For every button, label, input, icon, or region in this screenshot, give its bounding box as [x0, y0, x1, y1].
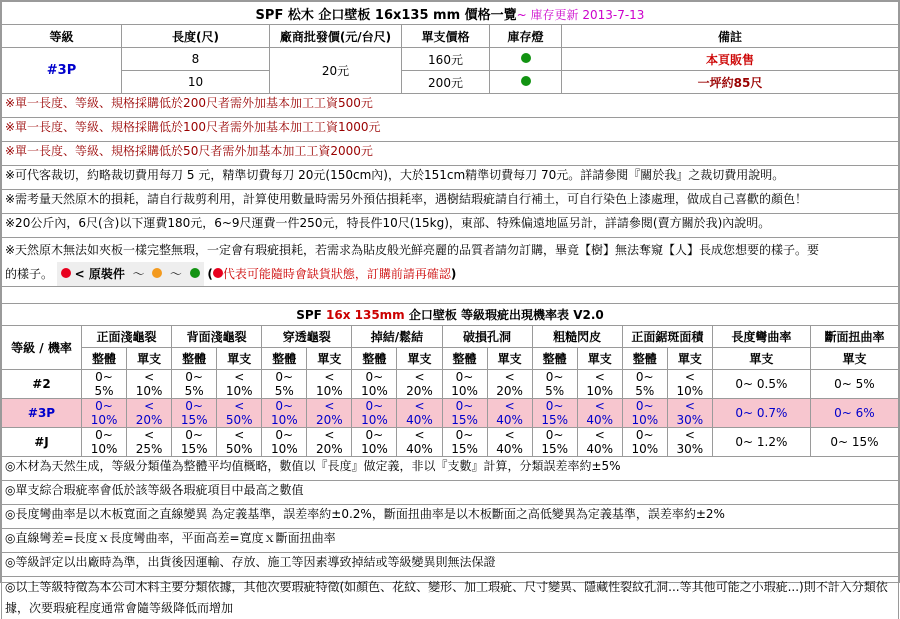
sub-header: 單支 [577, 348, 622, 370]
price-table-title: SPF 松木 企口壁板 16x135 mm 價格一覽~ 庫存更新 2013-7-13 [2, 2, 899, 25]
rate-cell: 0~ 15% [442, 399, 487, 428]
col-header-wholesale: 廠商批發價(元/台尺) [270, 25, 402, 48]
sub-header: 整體 [622, 348, 667, 370]
rate-cell: 0~ 10% [82, 399, 127, 428]
sub-header: 整體 [82, 348, 127, 370]
sub-header: 單支 [712, 348, 810, 370]
length-cell: 10 [122, 71, 270, 94]
rate-cell: 0~ 5% [82, 370, 127, 399]
grade-cell: #2 [2, 370, 82, 399]
rate-cell: < 20% [397, 370, 442, 399]
rate-cell: < 20% [307, 428, 352, 457]
group-header: 背面淺龜裂 [172, 326, 262, 348]
rate-cell: 0~ 10% [352, 399, 397, 428]
footnote: ◎長度彎曲率是以木板寬面之直線變異 為定義基準，誤差率約±0.2%，斷面扭曲率是以木板斷面之高低變異為定義基準，誤差率約±2% [1, 505, 899, 529]
red-light-icon [213, 268, 223, 278]
stock-light-icon [521, 53, 531, 63]
defect-row [2, 370, 899, 399]
section-gap [1, 287, 899, 303]
group-header: 正面淺龜裂 [82, 326, 172, 348]
col-header-note: 備註 [562, 25, 899, 48]
stock-warning: 代表可能隨時會缺貨狀態，訂購前請再確認 [222, 267, 451, 281]
rate-cell: < 50% [217, 428, 262, 457]
rate-cell: 0~ 15% [172, 399, 217, 428]
footnote: ◎以上等級特徵為本公司木料主要分類依據，其他次要瑕疵特徵(如顏色、花紋、變形、加工瑕疵、尺寸變異、隱藏性裂紋孔洞...等其他可能之小瑕疵...)則不計入分類依據，次要瑕疵程度通常會隨等級降低而增加 [1, 577, 899, 619]
defect-row [2, 399, 899, 428]
note-line: ※20公斤內，6尺(含)以下運費180元，6~9尺運費一件250元，特長件10尺(15kg)，東部、特殊偏遠地區另計，詳請參閱(賣方關於我)內說明。 [1, 214, 899, 238]
unit-price-cell: 160元 [402, 48, 490, 71]
rate-cell: < 10% [307, 370, 352, 399]
col-header-unit-price: 單支價格 [402, 25, 490, 48]
orange-light-icon [152, 268, 162, 278]
rate-cell: 0~ 10% [442, 370, 487, 399]
stock-cell [490, 48, 562, 71]
rate-cell: 0~ 10% [352, 428, 397, 457]
rate-cell: 0~ 10% [82, 428, 127, 457]
note-line: ※單一長度、等級、規格採購低於100尺者需外加基本加工工資1000元 [1, 118, 899, 142]
rate-cell: < 20% [127, 399, 172, 428]
grade-cell: #J [2, 428, 82, 457]
col-header-stock: 庫存燈 [490, 25, 562, 48]
rate-cell: 0~ 15% [442, 428, 487, 457]
grade-header: 等級 / 機率 [2, 326, 82, 370]
footnote: ◎等級評定以出廠時為準，出貨後因運輸、存放、施工等因素導致掉結或等級變異則無法保證 [1, 553, 899, 577]
rate-cell: 0~ 1.2% [712, 428, 810, 457]
defect-table-title: SPF 16x 135mm 企口壁板 等級瑕疵出現機率表 V2.0 [2, 304, 899, 326]
footnote: ◎木材為天然生成，等級分類僅為整體平均值概略，數值以『長度』做定義，非以『支數』計算，分類誤差率約±5% [1, 457, 899, 481]
note-cell: 一坪約85尺 [562, 71, 899, 94]
sub-header: 單支 [487, 348, 532, 370]
legend-note: ※天然原木無法如夾板一樣完整無瑕，一定會有瑕疵損耗，若需求為貼皮般光鮮亮麗的品質者請勿訂購，畢竟【樹】無法奪窺【人】長成您想要的樣子。要 的樣子。 < 原裝件 ～ ～ ( 代表可能隨時會缺貨狀態，訂購前請再確認) [1, 238, 899, 287]
sub-header: 單支 [667, 348, 712, 370]
rate-cell: 0~ 15% [810, 428, 898, 457]
red-light-icon [61, 268, 71, 278]
rate-cell: < 10% [667, 370, 712, 399]
footnote: ◎單支綜合瑕疵率會低於該等級各瑕疵項目中最高之數值 [1, 481, 899, 505]
rate-cell: 0~ 5% [810, 370, 898, 399]
rate-cell: < 10% [217, 370, 262, 399]
note-line: ※需考量天然原木的損耗，請自行裁剪利用，計算使用數量時需另外預估損耗率，遇樹結瑕疵請自行補土，可自行染色上漆處理，做成自己喜歡的顏色！ [1, 190, 899, 214]
wholesale-cell: 20元 [270, 48, 402, 94]
defect-table [1, 303, 899, 457]
group-header: 正面鋸斑面積 [622, 326, 712, 348]
group-header: 掉結/鬆結 [352, 326, 442, 348]
rate-cell: 0~ 10% [352, 370, 397, 399]
rate-cell: < 10% [127, 370, 172, 399]
unit-price-cell: 200元 [402, 71, 490, 94]
sub-header: 單支 [307, 348, 352, 370]
note-line: ※單一長度、等級、規格採購低於200尺者需外加基本加工工資500元 [1, 94, 899, 118]
defect-row [2, 428, 899, 457]
stock-light-icon [521, 76, 531, 86]
sub-header: 整體 [442, 348, 487, 370]
rate-cell: 0~ 15% [532, 428, 577, 457]
grade-cell: #3P [2, 48, 122, 94]
rate-cell: < 40% [577, 399, 622, 428]
footnote: ◎直線彎差=長度ｘ長度彎曲率，平面高差=寬度ｘ斷面扭曲率 [1, 529, 899, 553]
sub-header: 單支 [810, 348, 898, 370]
rate-cell: < 25% [127, 428, 172, 457]
rate-cell: < 30% [667, 399, 712, 428]
rate-cell: 0~ 5% [172, 370, 217, 399]
stock-cell [490, 71, 562, 94]
sub-header: 單支 [127, 348, 172, 370]
col-header-length: 長度(尺) [122, 25, 270, 48]
rate-cell: 0~ 5% [262, 370, 307, 399]
group-header: 長度彎曲率 [712, 326, 810, 348]
rate-cell: 0~ 0.7% [712, 399, 810, 428]
rate-cell: 0~ 10% [622, 399, 667, 428]
stock-update: ~ 庫存更新 2013-7-13 [516, 7, 645, 22]
col-header-grade: 等級 [2, 25, 122, 48]
rate-cell: < 20% [307, 399, 352, 428]
sub-header: 整體 [262, 348, 307, 370]
rate-cell: 0~ 5% [532, 370, 577, 399]
rate-cell: 0~ 5% [622, 370, 667, 399]
rate-cell: 0~ 10% [262, 428, 307, 457]
price-table [1, 1, 899, 94]
group-header: 斷面扭曲率 [810, 326, 898, 348]
group-header: 粗糙閃皮 [532, 326, 622, 348]
rate-cell: < 10% [577, 370, 622, 399]
length-cell: 8 [122, 48, 270, 71]
sub-header-row [2, 348, 899, 370]
rate-cell: 0~ 6% [810, 399, 898, 428]
rate-cell: < 40% [397, 399, 442, 428]
note-cell: 本頁販售 [562, 48, 899, 71]
sub-header: 單支 [397, 348, 442, 370]
sub-header: 單支 [217, 348, 262, 370]
group-header: 破損孔洞 [442, 326, 532, 348]
rate-cell: < 40% [487, 399, 532, 428]
rate-cell: 0~ 15% [172, 428, 217, 457]
rate-cell: < 50% [217, 399, 262, 428]
note-line: ※可代客裁切，約略裁切費用每刀 5 元，精準切費每刀 20元(150cm內)，大於151cm精準切費每刀 70元。詳請參閱『關於我』之裁切費用說明。 [1, 166, 899, 190]
sub-header: 整體 [352, 348, 397, 370]
rate-cell: < 40% [487, 428, 532, 457]
rate-cell: < 30% [667, 428, 712, 457]
rate-cell: 0~ 15% [532, 399, 577, 428]
green-light-icon [190, 268, 200, 278]
rate-cell: 0~ 10% [262, 399, 307, 428]
rate-cell: 0~ 10% [622, 428, 667, 457]
grade-cell: #3P [2, 399, 82, 428]
sub-header: 整體 [172, 348, 217, 370]
group-header: 穿透龜裂 [262, 326, 352, 348]
sub-header: 整體 [532, 348, 577, 370]
rate-cell: < 20% [487, 370, 532, 399]
rate-cell: 0~ 0.5% [712, 370, 810, 399]
rate-cell: < 40% [577, 428, 622, 457]
rate-cell: < 40% [397, 428, 442, 457]
legend-box: < 原裝件 ～ ～ [57, 262, 204, 286]
note-line: ※單一長度、等級、規格採購低於50尺者需外加基本加工工資2000元 [1, 142, 899, 166]
